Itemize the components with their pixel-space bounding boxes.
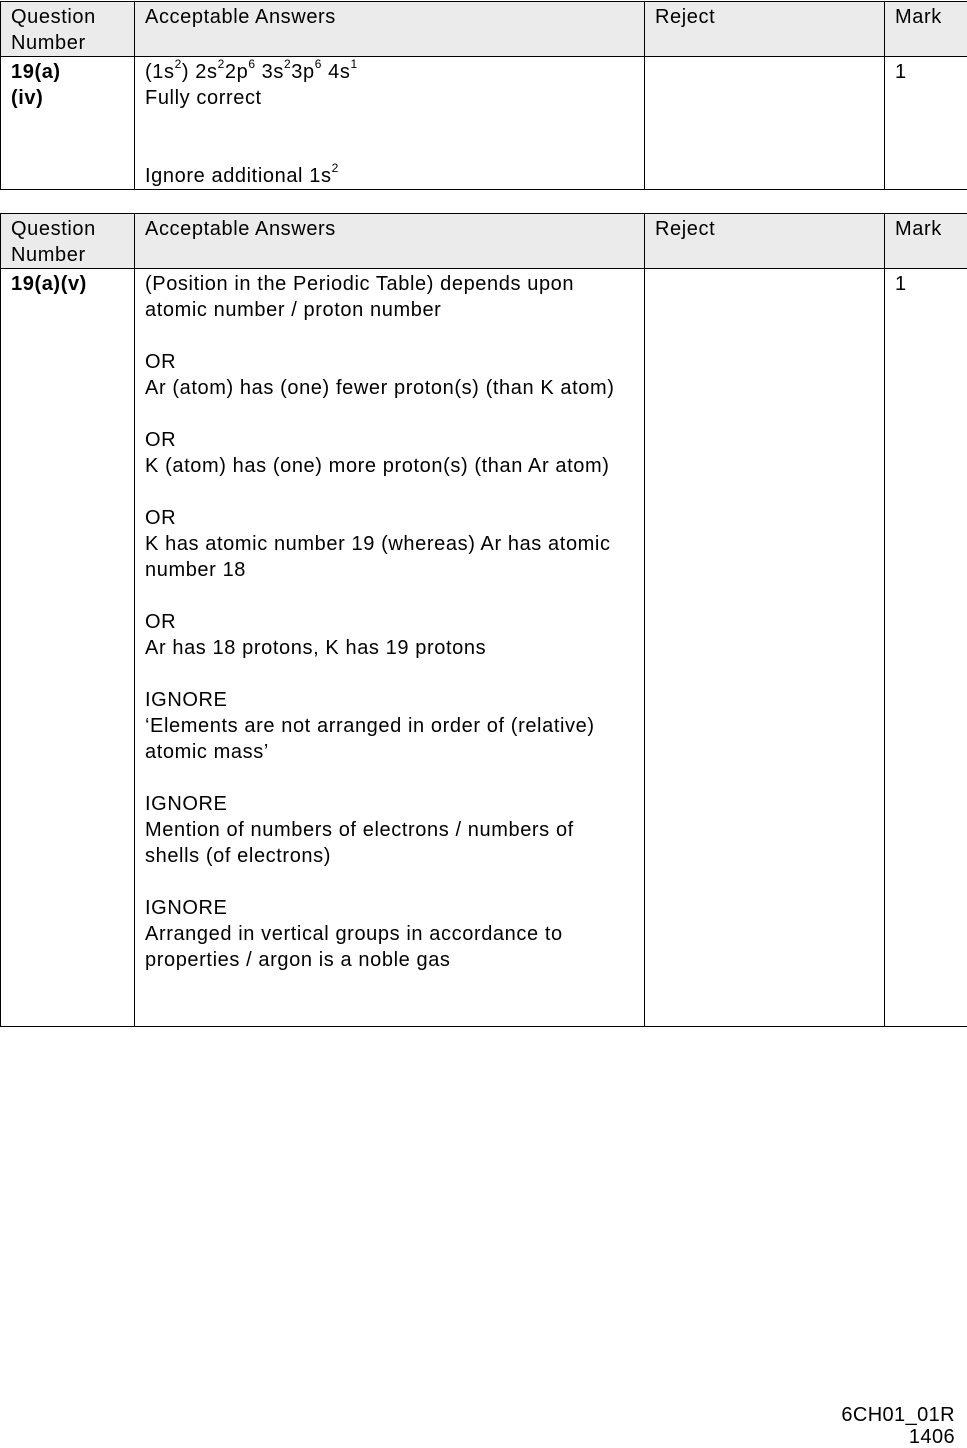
answer-note: Fully correct [145, 85, 634, 111]
header-row [1, 2, 967, 57]
table-row [1, 57, 967, 190]
table-row [1, 269, 967, 1027]
answer-point: (Position in the Periodic Table) depends upon atomic number / proton number [145, 271, 634, 323]
reject-cell [645, 57, 885, 190]
header-acceptable-answers: Acceptable Answers [135, 214, 645, 269]
header-mark: Mark [885, 214, 967, 269]
answer-point: Ar has 18 protons, K has 19 protons [145, 635, 634, 661]
header-question-number: Question Number [1, 2, 135, 57]
header-mark: Mark [885, 2, 967, 57]
header-reject: Reject [645, 214, 885, 269]
or-label: OR [145, 349, 634, 375]
header-acceptable-answers: Acceptable Answers [135, 2, 645, 57]
answer-point: K has atomic number 19 (whereas) Ar has atomic number 18 [145, 531, 634, 583]
question-number-cell [1, 57, 135, 190]
ignore-point: Mention of numbers of electrons / numbers of shells (of electrons) [145, 817, 634, 869]
question-number-cell: 19(a)(v) [1, 269, 135, 1027]
mark-cell: 1 [885, 269, 967, 1027]
reject-cell [645, 269, 885, 1027]
electron-configuration: $(1s^2)$ $2s^22p^6$ $3s^23p^6$ $4s^1$ [145, 59, 634, 85]
question-subpart: (iv) [11, 85, 124, 111]
ignore-label: IGNORE [145, 687, 634, 713]
header-row [1, 214, 967, 269]
ignore-label: IGNORE [145, 895, 634, 921]
mark-scheme-table-19a-iv [0, 1, 967, 190]
header-reject: Reject [645, 2, 885, 57]
acceptable-answers-cell [135, 269, 645, 1027]
ignore-label: IGNORE [145, 791, 634, 817]
ignore-point: ‘Elements are not arranged in order of (relative) atomic mass’ [145, 713, 634, 765]
ignore-point: Arranged in vertical groups in accordance to properties / argon is a noble gas [145, 921, 634, 973]
or-label: OR [145, 505, 634, 531]
acceptable-answers-cell [135, 57, 645, 190]
or-label: OR [145, 427, 634, 453]
ignore-note: Ignore additional $1s^2$ [145, 163, 634, 189]
question-number: 19(a) [11, 59, 124, 85]
mark-scheme-table-19a-v [0, 213, 967, 1027]
answer-point: K (atom) has (one) more proton(s) (than Ar atom) [145, 453, 634, 479]
answer-point: Ar (atom) has (one) fewer proton(s) (than K atom) [145, 375, 634, 401]
mark-cell: 1 [885, 57, 967, 190]
header-question-number: Question Number [1, 214, 135, 269]
page-reference: 1406 [841, 1426, 955, 1448]
page-footer [841, 1404, 955, 1448]
paper-code: 6CH01_01R [841, 1404, 955, 1426]
or-label: OR [145, 609, 634, 635]
